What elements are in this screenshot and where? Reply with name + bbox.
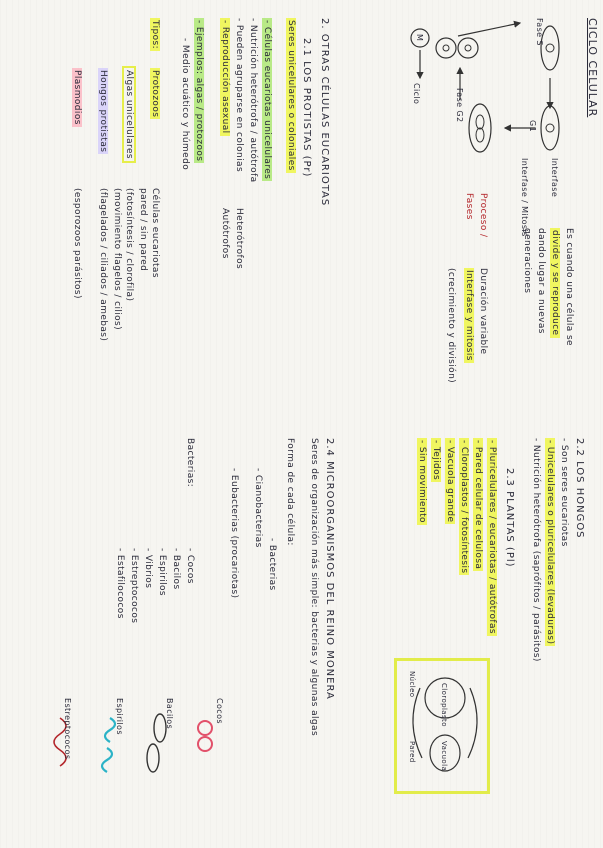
cell-cycle-line-4: generaciones [522, 228, 532, 294]
protists-line-6 [193, 18, 204, 163]
label-streptococci: Estreptococos [63, 698, 72, 760]
protozoa-item-text: Protozoos [150, 70, 160, 118]
protists-line-3: - Nutrición heterótrofa / autótrofa [248, 18, 258, 183]
fungi-line-1: - Son seres eucariotas [559, 438, 569, 547]
protists-heading: 2.1 LOS PROTISTAS (Pr) [301, 38, 312, 178]
plants-line-6 [416, 438, 427, 525]
protists-line-1-text: Seres unicelulares o coloniales [286, 20, 296, 171]
protists-line-2-text: - Células eucariotas unicelulares [262, 20, 272, 180]
plants-line-2 [472, 438, 483, 571]
interphase-mitosis-text: Interfase y mitosis [464, 270, 474, 361]
label-vacuole: Vacuola [440, 741, 448, 772]
plant-cell-box [394, 658, 490, 794]
photosynthesis-note: (fotosíntesis / clorofila) [124, 188, 134, 302]
cell-wall-note: pared / sin pared [138, 188, 148, 272]
monera-line-2: Forma de cada célula: [285, 438, 295, 546]
plants-line-3-text: - Cloroplastos / fotosíntesis [459, 440, 469, 574]
bacteria-label: Bacterias: [185, 438, 195, 488]
interphase-mitosis-line [463, 268, 474, 363]
sporozoa-note: (esporozoos parásitos) [72, 188, 82, 299]
fungi-line-2 [544, 438, 555, 646]
fungi-line-2-text: - Unicelulares o pluricelulares (levaduras) [545, 440, 555, 645]
monera-line-5: - Eubacterias (procariotas) [229, 468, 239, 599]
eukaryotic-cells-note: Células eucariotas [150, 188, 160, 278]
bacteria-form-1: - Cocos [185, 548, 195, 584]
process-label: Proceso / [478, 193, 488, 238]
heterotrophs-note: Heterótrofos [234, 208, 244, 270]
label-chloroplast: Cloroplasto [440, 683, 448, 727]
diagram-label-interfase-mitosis: Interfase / Mitosis [520, 158, 529, 237]
diagram-label-fase-s: Fase S [535, 18, 544, 46]
plants-line-5 [430, 438, 441, 482]
cell-cycle-column [400, 8, 600, 428]
protist-types-label-text: Tipos: [150, 20, 160, 50]
label-cocci: Cocos [215, 698, 224, 724]
bacteria-form-4: - Vibrios [143, 548, 153, 589]
diagram-label-fase-g2: Fase G2 [455, 88, 464, 123]
protists-line-2 [261, 18, 272, 181]
variable-duration-line: Duración variable [478, 268, 488, 355]
fungi-plants-column [385, 428, 585, 838]
bacteria-form-6: - Estafilococos [115, 548, 125, 619]
plants-line-4 [444, 438, 455, 524]
plants-line-3 [458, 438, 469, 575]
unicellular-algae-item-text: Algas unicelulares [124, 70, 134, 159]
cell-cycle-title: CICLO CELULAR [586, 18, 599, 118]
bacteria-form-5: - Estreptococos [129, 548, 139, 624]
label-nucleus: Núcleo [408, 671, 416, 698]
protozoa-item [149, 68, 160, 119]
autotrophs-note: Autótrofos [220, 208, 230, 259]
label-spirilli: Espirilos [115, 698, 124, 735]
phases-label: Fases [464, 193, 474, 220]
protist-types-label [149, 18, 160, 51]
cell-cycle-line-2 [549, 228, 560, 338]
monera-column [15, 428, 335, 838]
fungi-heading: 2.2 LOS HONGOS [574, 438, 585, 539]
bacteria-form-3: - Espirilos [157, 548, 167, 596]
monera-heading: 2.4 MICROORGANISMOS DEL REINO MONERA [324, 438, 335, 700]
plasmodia-item-text: Plasmodios [72, 70, 82, 125]
diagram-label-interfase: Interfase [550, 158, 559, 198]
monera-line-3: - Bacterias [267, 538, 277, 591]
bacteria-drawings [25, 708, 225, 828]
plants-line-2-text: - Pared celular de celulosa [473, 440, 483, 570]
protists-column [10, 8, 330, 428]
protists-line-4: - Pueden agruparse en colonias [234, 18, 244, 173]
diagram-label-m: M [415, 34, 424, 42]
flagellates-note: (flagelados / ciliados / amebas) [98, 188, 108, 342]
protists-line-7: - Medio acuático y húmedo [180, 38, 190, 171]
protists-line-5-text: - Reproducción asexual [220, 20, 230, 134]
diagram-label-ciclo: Ciclo [412, 83, 421, 105]
cell-cycle-line-1: Es cuando una célula se [564, 228, 574, 346]
label-wall: Pared [408, 741, 416, 763]
movement-note: (movimiento flagelos / cilios) [112, 188, 122, 331]
protists-line-1 [285, 18, 296, 173]
monera-line-1: Seres de organización más simple: bacterias y algunas algas [309, 438, 319, 737]
cell-cycle-diagram [405, 8, 580, 178]
plants-line-1-text: - Pluricelulares / eucariotas / autótrofas [487, 440, 497, 634]
fungi-line-3: - Nutrición heterótrofa (saprófitos / parásitos) [531, 438, 541, 662]
plasmodia-item [71, 68, 82, 127]
plants-line-4-text: - Vacuola grande [445, 440, 455, 523]
cell-cycle-line-2-text: divide y se reproduce [550, 230, 560, 336]
plants-line-5-text: - Tejidos [431, 440, 441, 481]
protists-line-6-text: - Ejemplos: algas / protozoos [194, 20, 204, 162]
protist-fungi-item-text: Hongos protistas [98, 70, 108, 153]
label-bacilli: Bacilos [165, 698, 174, 730]
plants-line-6-text: - Sin movimiento [417, 440, 427, 523]
monera-line-4: - Cianobacterias [253, 468, 263, 548]
protists-line-5 [219, 18, 230, 136]
plants-heading: 2.3 PLANTAS (Pl) [504, 468, 515, 568]
growth-division-line: (crecimiento y división) [446, 268, 456, 384]
unicellular-algae-item [123, 68, 134, 161]
diagram-label-g1: G1 [528, 120, 537, 133]
plants-line-1 [486, 438, 497, 636]
other-eukaryotes-heading: 2. OTRAS CÉLULAS EUCARIOTAS [319, 18, 330, 207]
cell-cycle-line-3: dando lugar a nuevas [536, 228, 546, 334]
protist-fungi-item [97, 68, 108, 154]
bacteria-form-2: - Bacilos [171, 548, 181, 590]
